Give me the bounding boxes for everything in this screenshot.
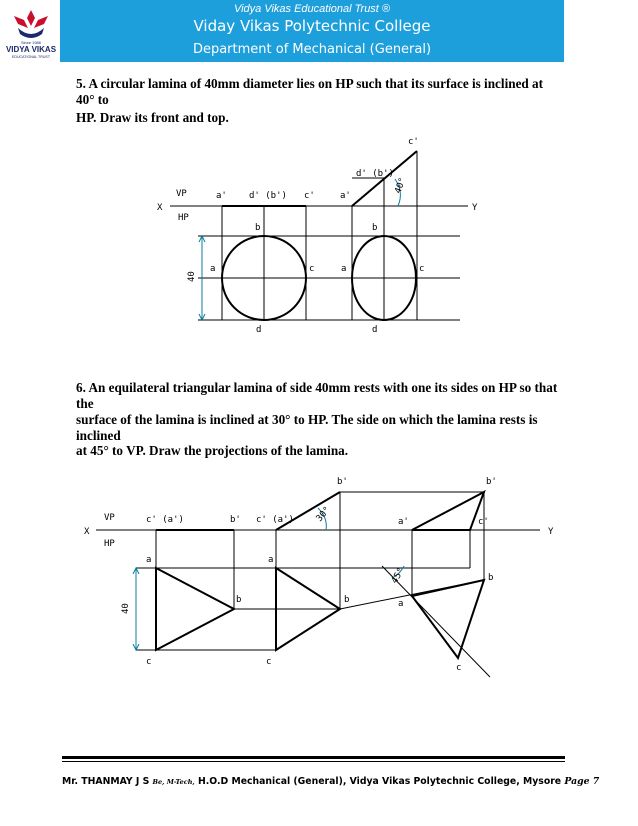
label-a1p: a': [216, 191, 227, 201]
label-a2: a: [341, 264, 347, 274]
figure-triangular-lamina: [0, 462, 638, 692]
label-c3p: c': [478, 517, 489, 527]
label-x: X: [84, 527, 90, 537]
label-b-top-1: b': [337, 477, 348, 487]
logo-sub: EDUCATIONAL TRUST: [11, 55, 51, 59]
label-db1: d' (b'): [249, 191, 287, 201]
label-b2: b: [344, 595, 350, 605]
college-name: Viday Vikas Polytechnic College: [193, 17, 431, 35]
label-a3: a: [398, 599, 404, 609]
label-angle-30: 30°: [314, 505, 333, 524]
label-vp: VP: [176, 189, 187, 199]
label-d-b-top: d' (b'): [356, 169, 394, 179]
college-logo: [4, 6, 58, 62]
label-c1: c: [146, 657, 152, 667]
label-y: Y: [472, 203, 478, 213]
label-b-top-2: b': [486, 477, 497, 487]
question-6-line-2: surface of the lamina is inclined at 30° to HP. The side on which the lamina rests is inclined: [76, 412, 538, 443]
question-5-line-2: HP. Draw its front and top.: [76, 110, 229, 125]
label-hp: HP: [104, 539, 115, 549]
label-a1: a: [146, 555, 152, 565]
label-d2: d: [372, 325, 378, 335]
label-c1: c: [309, 264, 315, 274]
label-a3p: a': [398, 517, 409, 527]
label-hp: HP: [178, 213, 189, 223]
label-a2p: a': [340, 191, 351, 201]
label-b3: b: [488, 573, 494, 583]
label-c3: c: [456, 663, 462, 673]
label-ca-1: c' (a'): [146, 515, 184, 525]
top-view-triangle-1: [156, 568, 234, 650]
label-angle-45: 45°: [389, 566, 407, 586]
logo-motto: Since 1986: [20, 40, 42, 45]
label-b1: b: [236, 595, 242, 605]
label-c1p: c': [304, 191, 315, 201]
label-c2: c: [266, 657, 272, 667]
label-dim-40: 40: [187, 271, 197, 282]
footer-qualifications: Be, M-Tech,: [152, 778, 195, 786]
trust-name: Vidya Vikas Educational Trust ®: [233, 3, 391, 15]
label-b1: b: [255, 223, 261, 233]
footer-rule-thin: [62, 761, 565, 762]
question-6-line-1: 6. An equilateral triangular lamina of side 40mm rests with one its sides on HP so that the: [76, 380, 558, 411]
footer-rule-thick: [62, 756, 565, 759]
label-y: Y: [548, 527, 554, 537]
top-view-triangle-3: [412, 580, 484, 658]
question-5-line-1: 5. A circular lamina of 40mm diameter lies on HP such that its surface is inclined at 40° to: [76, 76, 544, 107]
front-view-triangle: [412, 492, 484, 530]
footer: [62, 776, 600, 787]
label-a1: a: [210, 264, 216, 274]
label-c2: c: [419, 264, 425, 274]
label-dim-40: 40: [121, 603, 131, 614]
page-number: Page 7: [564, 776, 600, 787]
label-a2: a: [268, 555, 274, 565]
label-c-top: c': [408, 137, 419, 147]
figure-circular-lamina: [0, 130, 638, 350]
department-name: Department of Mechanical (General): [192, 42, 432, 57]
label-b1p: b': [230, 515, 241, 525]
label-ca-2: c' (a'): [256, 515, 294, 525]
label-vp: VP: [104, 513, 115, 523]
logo-name: VIDYA VIKAS: [5, 45, 57, 54]
logo-emblem-icon: [14, 10, 48, 38]
label-angle-40: 40°: [393, 176, 409, 196]
header-banner: [60, 0, 564, 62]
footer-author: Mr. THANMAY J S: [62, 776, 150, 787]
label-d1: d: [256, 325, 262, 335]
label-b2: b: [372, 223, 378, 233]
question-6-line-3: at 45° to VP. Draw the projections of the lamina.: [76, 443, 349, 458]
label-x: X: [157, 203, 163, 213]
footer-designation: H.O.D Mechanical (General), Vidya Vikas Polytechnic College, Mysore: [197, 776, 562, 787]
